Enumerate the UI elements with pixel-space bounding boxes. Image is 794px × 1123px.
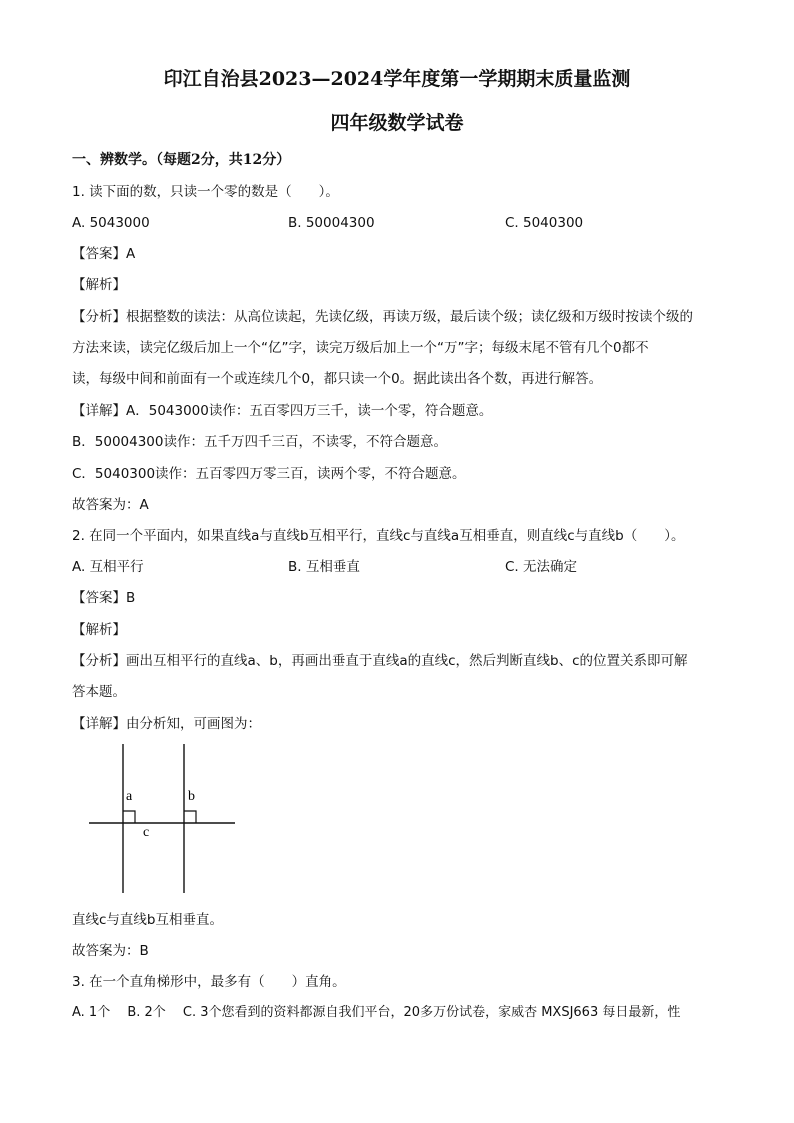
section-heading: 一、辨数学。（每题2分，共12分） (72, 152, 291, 168)
q1-stem: 1. 读下面的数，只读一个零的数是（ ）。 (72, 184, 339, 200)
q1-detail-line-3: C．5040300读作：五百零四万零三百，读两个零，不符合题意。 (72, 466, 466, 482)
q1-analysis-line-3: 读，每级中间和前面有一个或连续几个0，都只读一个0。据此读出各个数，再进行解答。 (72, 371, 603, 387)
q2-final-answer: 故答案为：B (72, 943, 149, 959)
q1-analysis-line-1: 【分析】根据整数的读法：从高位读起，先读亿级，再读万级，最后读个级；读亿级和万级时按读个级的 (72, 309, 693, 325)
right-angle-mark-a (123, 811, 135, 823)
q3-options-line: A. 1个 B. 2个 C. 3个您看到的资料都源自我们平台，20多万份试卷，家威杏 MXSJ663 每日最新，性 (72, 1005, 681, 1020)
q2-detail-line-1: 【详解】由分析知，可画图为： (72, 716, 261, 732)
document-subtitle: 四年级数学试卷 (330, 112, 464, 134)
q3-stem: 3. 在一个直角梯形中，最多有（ ）直角。 (72, 974, 346, 990)
label-c: c (143, 825, 150, 840)
right-angle-mark-b (184, 811, 196, 823)
q1-option-b: B. 50004300 (288, 215, 375, 231)
q1-jiexi-label: 【解析】 (72, 277, 126, 293)
q1-detail-line-1: 【详解】A．5043000读作：五百零四万三千，读一个零，符合题意。 (72, 403, 493, 419)
q2-conclusion: 直线c与直线b互相垂直。 (72, 912, 223, 928)
q1-analysis-line-2: 方法来读，读完亿级后加上一个“亿”字，读完万级后加上一个“万”字；每级末尾不管有几个0都不 (72, 340, 649, 356)
q2-option-a: A. 互相平行 (72, 559, 144, 575)
q2-option-b: B. 互相垂直 (288, 559, 360, 575)
q1-option-a: A. 5043000 (72, 215, 150, 231)
q2-stem: 2. 在同一个平面内，如果直线a与直线b互相平行，直线c与直线a互相垂直，则直线c与直线b（ ）。 (72, 528, 685, 544)
q2-analysis-line-2: 答本题。 (72, 684, 126, 700)
q1-option-c: C. 5040300 (505, 215, 584, 231)
document-title: 印江自治县2023—2024学年度第一学期期末质量监测 (163, 68, 631, 90)
label-a: a (126, 789, 133, 804)
label-b: b (188, 789, 195, 804)
q1-final-answer: 故答案为：A (72, 497, 149, 513)
q2-option-c: C. 无法确定 (505, 559, 578, 575)
q2-analysis-line-1: 【分析】画出互相平行的直线a、b，再画出垂直于直线a的直线c，然后判断直线b、c的位置关系即可解 (72, 653, 688, 669)
q2-jiexi-label: 【解析】 (72, 622, 126, 638)
q2-answer: 【答案】B (72, 590, 136, 606)
perpendicular-lines-diagram (86, 742, 238, 896)
q1-detail-line-2: B．50004300读作：五千万四千三百，不读零，不符合题意。 (72, 434, 447, 450)
q1-answer: 【答案】A (72, 246, 136, 262)
